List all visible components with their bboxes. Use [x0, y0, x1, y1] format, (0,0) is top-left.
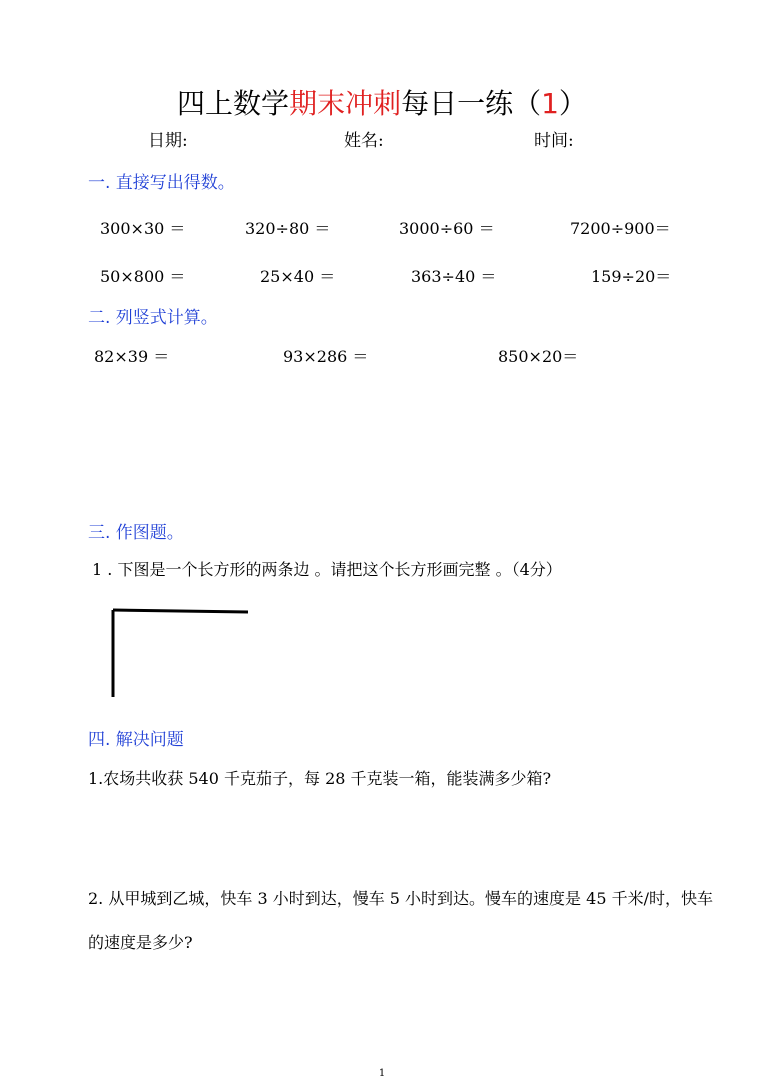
title-part1: 四上数学 [177, 87, 290, 120]
title-part4: ） [558, 87, 587, 120]
vertical-calc-1: 82×39 ＝ [94, 347, 170, 366]
title-part3: 每日一练（ [401, 87, 542, 120]
title-highlight: 期末冲刺 [289, 87, 402, 120]
section2-heading: 二. 列竖式计算。 [88, 308, 218, 328]
section1-heading: 一. 直接写出得数。 [88, 173, 235, 193]
page-number: 1 [378, 1068, 386, 1079]
vertical-calc-3: 850×20＝ [498, 347, 579, 366]
calc-2-4: 159÷20＝ [591, 267, 672, 286]
vertical-calc-2: 93×286 ＝ [283, 347, 369, 366]
problem-2-line1: 2. 从甲城到乙城，快车 3 小时到达，慢车 5 小时到达。慢车的速度是 45 千米/时，快车 [88, 889, 713, 908]
date-label: 日期: [148, 131, 188, 151]
problem-2-line2: 的速度是多少? [88, 933, 193, 952]
section3-heading: 三. 作图题。 [88, 523, 184, 543]
calc-2-3: 363÷40 ＝ [411, 267, 497, 286]
calc-2-2: 25×40 ＝ [260, 267, 336, 286]
rectangle-sides-figure [108, 605, 250, 701]
calc-1-2: 320÷80 ＝ [245, 219, 331, 238]
rectangle-top-side [113, 610, 248, 612]
drawing-question: 1 . 下图是一个长方形的两条边 。请把这个长方形画完整 。（4分） [92, 560, 562, 579]
calc-1-4: 7200÷900＝ [570, 219, 671, 238]
name-label: 姓名: [344, 131, 384, 151]
calc-2-1: 50×800 ＝ [100, 267, 186, 286]
section4-heading: 四. 解决问题 [88, 730, 184, 750]
page-title [0, 82, 764, 122]
problem-1: 1.农场共收获 540 千克茄子，每 28 千克装一箱，能装满多少箱? [88, 769, 552, 788]
calc-1-3: 3000÷60 ＝ [399, 219, 495, 238]
title-number: 1 [541, 87, 559, 120]
calc-1-1: 300×30 ＝ [100, 219, 186, 238]
time-label: 时间: [534, 131, 574, 151]
